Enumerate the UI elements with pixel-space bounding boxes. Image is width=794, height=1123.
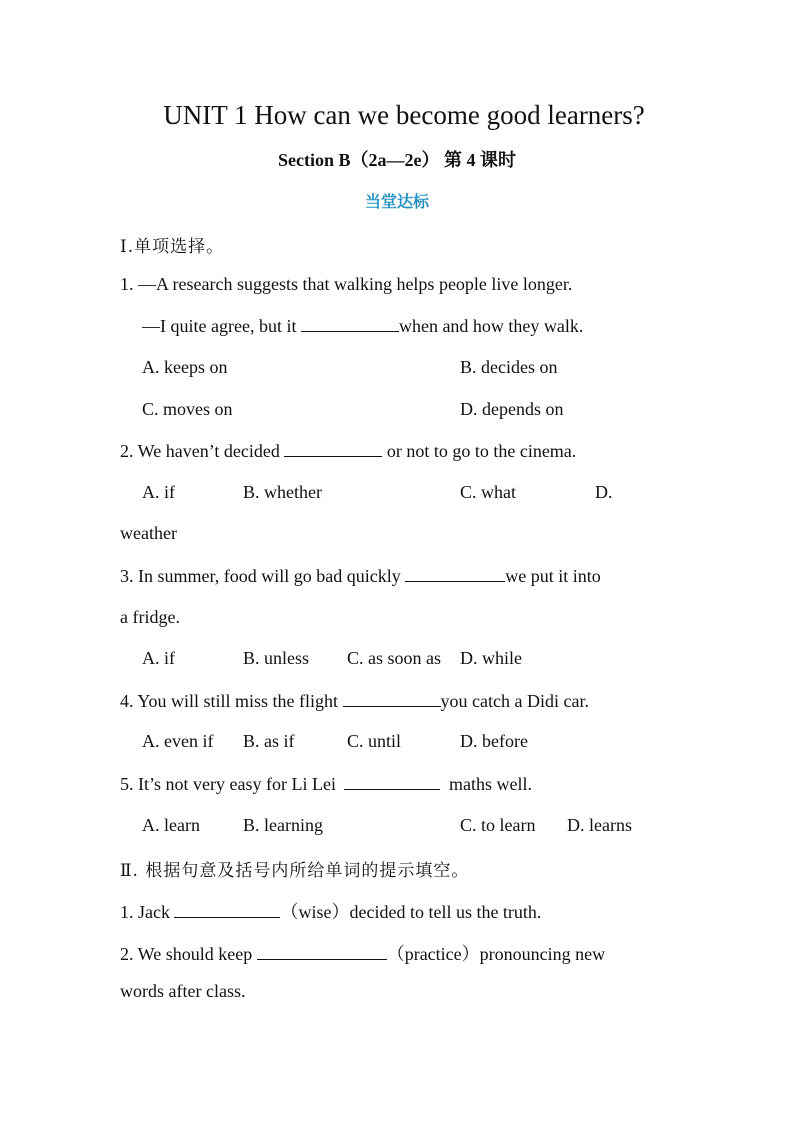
q2-option-d[interactable]: D. (595, 482, 613, 502)
q5-option-d[interactable]: D. learns (567, 815, 632, 835)
q1-option-c[interactable]: C. moves on (142, 399, 233, 419)
q4-option-d[interactable]: D. before (460, 731, 528, 751)
q2-option-c[interactable]: C. what (460, 482, 516, 502)
s2-q1-blank[interactable] (174, 901, 280, 918)
q3-option-d[interactable]: D. while (460, 648, 522, 668)
q4-blank[interactable] (343, 690, 441, 707)
q3-pre: 3. In summer, food will go bad quickly (120, 566, 401, 586)
q1-option-d[interactable]: D. depends on (460, 399, 564, 419)
section2-heading: Ⅱ. 根据句意及括号内所给单词的提示填空。 (120, 861, 470, 881)
s2-q1-post: （wise）decided to tell us the truth. (280, 902, 542, 922)
q2-post: or not to go to the cinema. (386, 441, 577, 461)
section-tag: 当堂达标 (364, 192, 429, 211)
q3-post: we put it into (505, 566, 601, 586)
q5-post: maths well. (448, 774, 532, 794)
q2-blank[interactable] (284, 440, 382, 457)
s2-q2-blank[interactable] (257, 943, 387, 960)
q4-option-b[interactable]: B. as if (243, 731, 295, 751)
page-title: UNIT 1 How can we become good learners? (163, 100, 645, 130)
s2-q2-pre: 2. We should keep (120, 944, 253, 964)
q5-line (120, 773, 532, 795)
s2-q1-line (120, 898, 541, 924)
q2-option-d-cont: weather (120, 523, 177, 543)
q3-blank[interactable] (405, 565, 505, 582)
q5-option-b[interactable]: B. learning (243, 815, 323, 835)
q5-option-a[interactable]: A. learn (142, 815, 200, 835)
q4-pre: 4. You will still miss the flight (120, 691, 339, 711)
q4-option-c[interactable]: C. until (347, 731, 402, 751)
page-subtitle: Section B（2a—2e） 第 4 课时 (278, 150, 516, 170)
s2-q2-cont: words after class. (120, 981, 246, 1001)
q1-line1: 1. —A research suggests that walking helps people live longer. (120, 274, 573, 294)
q1-blank[interactable] (301, 315, 399, 332)
q5-blank[interactable] (344, 773, 440, 790)
q2-pre: 2. We haven’t decided (120, 441, 280, 461)
q2-option-a[interactable]: A. if (142, 482, 175, 502)
q1-line2 (142, 315, 583, 337)
q1-line2-post: when and how they walk. (398, 316, 584, 336)
q1-line2-pre: —I quite agree, but it (142, 316, 297, 336)
s2-q2-line (120, 940, 605, 966)
s2-q1-pre: 1. Jack (120, 902, 170, 922)
q5-option-c[interactable]: C. to learn (460, 815, 536, 835)
q3-line (120, 565, 601, 587)
q3-option-a[interactable]: A. if (142, 648, 175, 668)
q1-option-a[interactable]: A. keeps on (142, 357, 228, 377)
section1-heading: Ⅰ.单项选择。 (120, 237, 225, 257)
q5-pre: 5. It’s not very easy for Li Lei (120, 774, 336, 794)
s2-q2-post: （practice）pronouncing new (386, 944, 606, 964)
q1-option-b[interactable]: B. decides on (460, 357, 558, 377)
q3-option-c[interactable]: C. as soon as (347, 648, 441, 668)
q2-option-b[interactable]: B. whether (243, 482, 322, 502)
q2-line (120, 440, 576, 462)
q3-line-cont: a fridge. (120, 607, 180, 627)
q4-post: you catch a Didi car. (440, 691, 589, 711)
q3-option-b[interactable]: B. unless (243, 648, 310, 668)
q4-option-a[interactable]: A. even if (142, 731, 214, 751)
q4-line (120, 690, 589, 712)
